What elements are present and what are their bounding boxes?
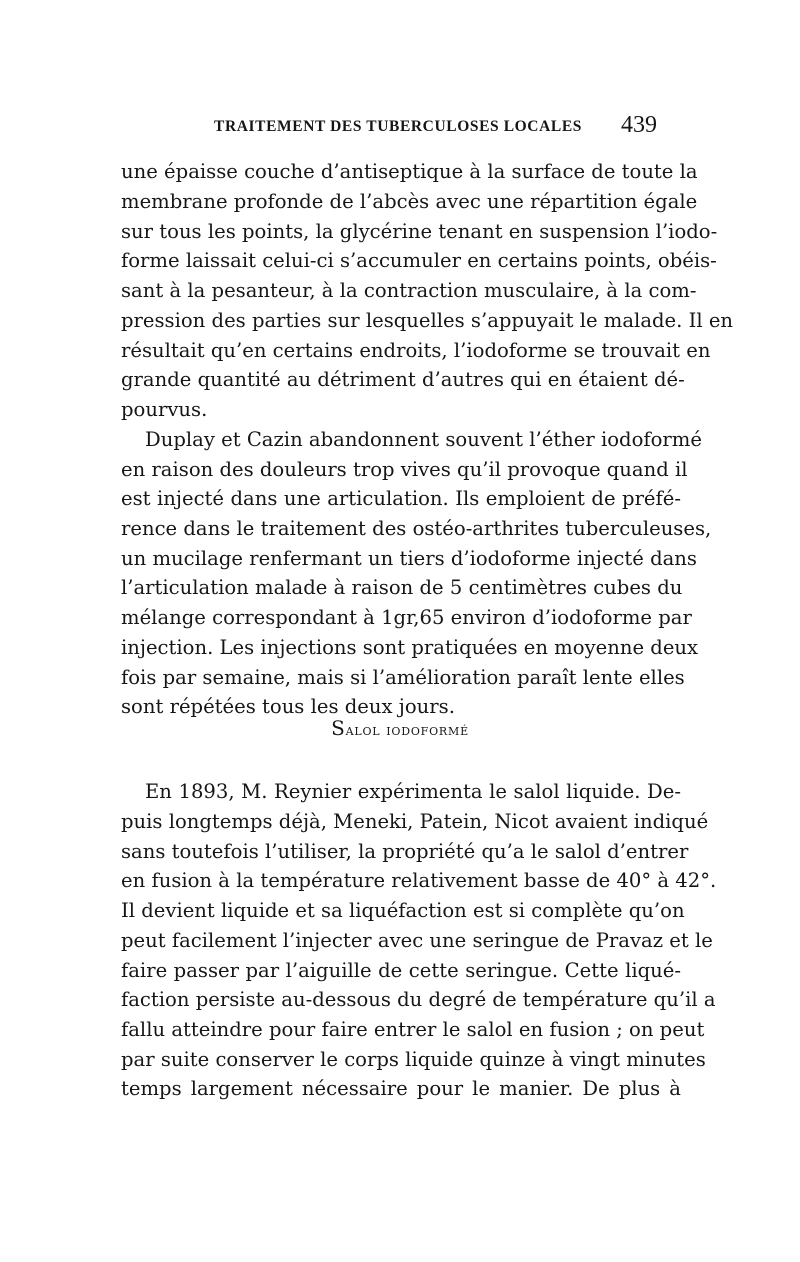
text-line: en raison des douleurs trop vives qu’il provoque quand il <box>121 458 688 481</box>
text-line: un mucilage renfermant un tiers d’iodoforme injecté dans <box>121 547 697 570</box>
text-line: mélange correspondant à 1gr,65 environ d’iodoforme par <box>121 606 692 629</box>
text-line: temps largement nécessaire pour le manier. De plus à <box>121 1077 681 1100</box>
text-line: résultait qu’en certains endroits, l’iodoforme se trouvait en <box>121 339 711 362</box>
text-line: sur tous les points, la glycérine tenant en suspension l’iodo- <box>121 220 718 243</box>
text-line: sont répétées tous les deux jours. <box>121 695 455 718</box>
text-line: par suite conserver le corps liquide quinze à vingt minutes <box>121 1048 706 1071</box>
section-title-rest: alol iodoformé <box>345 720 469 739</box>
text-line: sant à la pesanteur, à la contraction musculaire, à la com- <box>121 279 697 302</box>
text-line: Duplay et Cazin abandonnent souvent l’éther iodoformé <box>145 428 702 451</box>
text-line: faire passer par l’aiguille de cette seringue. Cette liqué- <box>121 959 681 982</box>
text-line: peut facilement l’injecter avec une seringue de Pravaz et le <box>121 929 713 952</box>
text-line: membrane profonde de l’abcès avec une répartition égale <box>121 190 698 213</box>
text-line: l’articulation malade à raison de 5 centimètres cubes du <box>121 576 683 599</box>
section-title <box>0 716 800 740</box>
text-line: forme laissait celui-ci s’accumuler en certains points, obéis- <box>121 249 717 272</box>
text-line: fallu atteindre pour faire entrer le salol en fusion ; on peut <box>121 1018 705 1041</box>
text-line: En 1893, M. Reynier expérimenta le salol liquide. De- <box>145 780 681 803</box>
text-line: fois par semaine, mais si l’amélioration paraît lente elles <box>121 666 685 689</box>
text-line: injection. Les injections sont pratiquées en moyenne deux <box>121 636 699 659</box>
text-line: puis longtemps déjà, Meneki, Patein, Nicot avaient indiqué <box>121 810 709 833</box>
text-line: est injecté dans une articulation. Ils emploient de préfé- <box>121 487 681 510</box>
running-title: TRAITEMENT DES TUBERCULOSES LOCALES <box>214 118 582 135</box>
text-line: en fusion à la température relativement basse de 40° à 42°. <box>121 869 717 892</box>
text-line: pression des parties sur lesquelles s’appuyait le malade. Il en <box>121 309 734 332</box>
text-line: sans toutefois l’utiliser, la propriété qu’a le salol d’entrer <box>121 840 689 863</box>
text-line: Il devient liquide et sa liquéfaction est si complète qu’on <box>121 899 685 922</box>
text-line: faction persiste au-dessous du degré de température qu’il a <box>121 988 716 1011</box>
text-line: pourvus. <box>121 398 208 421</box>
text-line: une épaisse couche d’antiseptique à la surface de toute la <box>121 160 698 183</box>
section-title-initial: S <box>331 716 346 740</box>
text-line: grande quantité au détriment d’autres qui en étaient dé- <box>121 368 685 391</box>
text-line: rence dans le traitement des ostéo-arthrites tuberculeuses, <box>121 517 712 540</box>
page-number: 439 <box>621 112 657 138</box>
